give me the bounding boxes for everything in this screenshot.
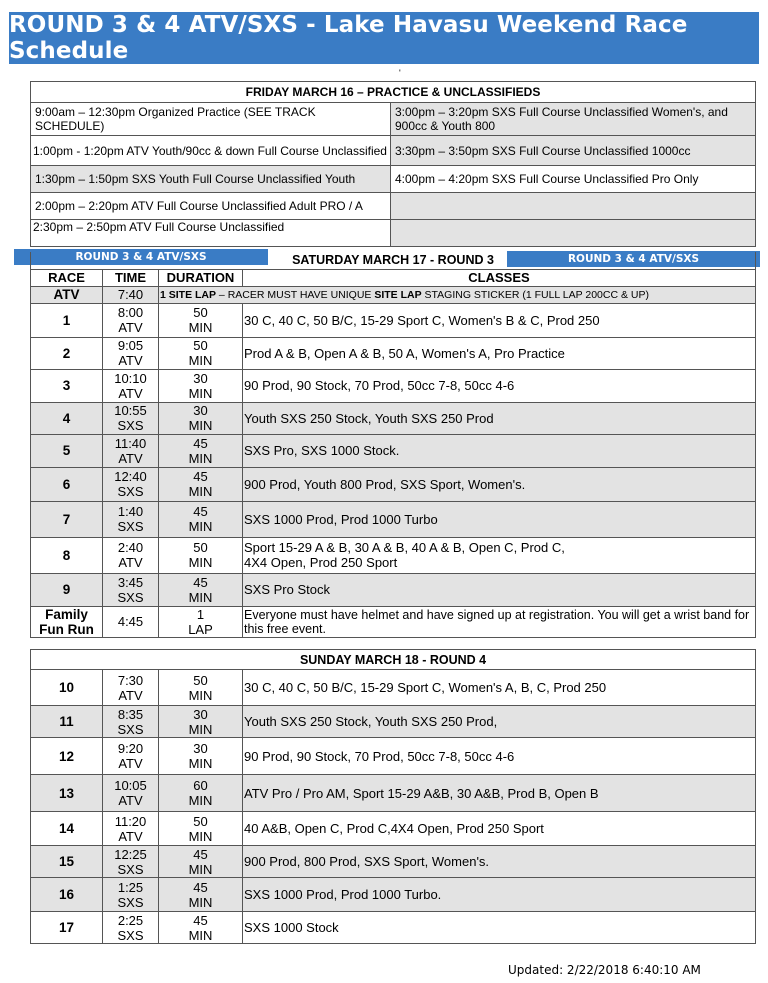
duration-unit: MIN bbox=[188, 418, 213, 433]
duration-value: 45 bbox=[193, 912, 208, 928]
race-duration bbox=[159, 606, 243, 637]
time-value: 12:40 bbox=[114, 469, 147, 484]
saturday-table bbox=[30, 252, 756, 638]
race-duration bbox=[159, 670, 243, 706]
race-row bbox=[31, 912, 756, 944]
sunday-table bbox=[30, 649, 756, 944]
race-classes bbox=[243, 369, 756, 402]
classes-text: Sport 15-29 A & B, 30 A & B, 40 A & B, Open C, Prod C, bbox=[244, 540, 565, 555]
race-duration bbox=[159, 501, 243, 537]
classes-text: ATV Pro / Pro AM, Sport 15-29 A&B, 30 A&B, Prod B, Open B bbox=[244, 785, 599, 801]
race-time bbox=[103, 337, 159, 369]
time-value: 11:40 bbox=[114, 435, 147, 451]
fun-run-label1: Family bbox=[45, 606, 88, 622]
duration-value: 50 bbox=[193, 338, 208, 353]
race-time bbox=[103, 537, 159, 573]
col-duration: DURATION bbox=[159, 269, 243, 286]
duration-value: 30 bbox=[193, 706, 208, 722]
vehicle-type: ATV bbox=[118, 793, 143, 808]
race-number: 14 bbox=[31, 812, 103, 846]
classes-text: SXS 1000 Stock bbox=[244, 920, 339, 935]
duration-value: 60 bbox=[193, 778, 208, 793]
duration-unit: MIN bbox=[188, 756, 213, 771]
race-duration bbox=[159, 537, 243, 573]
race-number: 16 bbox=[31, 878, 103, 912]
race-row bbox=[31, 303, 756, 337]
classes-text: 900 Prod, 800 Prod, SXS Sport, Women's. bbox=[244, 854, 490, 869]
duration-unit: MIN bbox=[188, 861, 213, 877]
time-value: 8:00 bbox=[117, 305, 144, 320]
race-time bbox=[103, 501, 159, 537]
race-time bbox=[103, 573, 159, 606]
race-classes bbox=[243, 846, 756, 878]
vehicle-type: SXS bbox=[117, 484, 144, 499]
race-time: 7:40 bbox=[103, 286, 159, 303]
race-row bbox=[31, 573, 756, 606]
race-number: 5 bbox=[31, 434, 103, 467]
duration-unit: MIN bbox=[188, 484, 213, 499]
time-value: 3:45 bbox=[117, 574, 144, 590]
duration-value: 50 bbox=[193, 305, 208, 320]
classes-text: Prod A & B, Open A & B, 50 A, Women's A, Pro Practice bbox=[244, 345, 565, 361]
friday-heading: FRIDAY MARCH 16 – PRACTICE & UNCLASSIFIEDS bbox=[31, 82, 756, 103]
vehicle-type: SXS bbox=[117, 418, 144, 433]
classes-text: 30 C, 40 C, 50 B/C, 15-29 Sport C, Women's B & C, Prod 250 bbox=[244, 312, 600, 328]
duration-unit: MIN bbox=[188, 450, 213, 466]
race-time bbox=[103, 775, 159, 812]
fun-run-label2: Fun Run bbox=[39, 621, 94, 637]
duration-value: 50 bbox=[193, 813, 208, 829]
friday-table bbox=[30, 81, 756, 247]
vehicle-type: ATV bbox=[118, 320, 143, 335]
classes-text: SXS 1000 Prod, Prod 1000 Turbo. bbox=[244, 887, 442, 902]
classes-text: 40 A&B, Open C, Prod C,4X4 Open, Prod 250 Sport bbox=[244, 821, 544, 836]
round-tab-left: ROUND 3 & 4 ATV/SXS bbox=[14, 249, 268, 265]
race-classes bbox=[243, 912, 756, 944]
race-classes bbox=[243, 878, 756, 912]
duration-value: 45 bbox=[193, 574, 208, 590]
race-duration bbox=[159, 573, 243, 606]
race-number: 15 bbox=[31, 846, 103, 878]
classes-text: 900 Prod, Youth 800 Prod, SXS Sport, Women's. bbox=[244, 476, 526, 492]
time-value: 10:55 bbox=[114, 403, 147, 418]
duration-value: 50 bbox=[193, 540, 208, 555]
friday-slot: 9:00am – 12:30pm Organized Practice (SEE TRACK SCHEDULE) bbox=[31, 103, 391, 136]
race-duration bbox=[159, 337, 243, 369]
race-row bbox=[31, 501, 756, 537]
duration-unit: MIN bbox=[188, 589, 213, 605]
race-number bbox=[31, 606, 103, 637]
classes-text: SXS 1000 Prod, Prod 1000 Turbo bbox=[244, 511, 438, 527]
sunday-heading: SUNDAY MARCH 18 - ROUND 4 bbox=[31, 650, 756, 670]
duration-value: 45 bbox=[193, 469, 208, 484]
site-lap-lead: 1 SITE LAP bbox=[160, 288, 217, 301]
race-number: 1 bbox=[31, 303, 103, 337]
classes-text: SXS Pro Stock bbox=[244, 582, 330, 597]
race-classes bbox=[243, 812, 756, 846]
race-number: 6 bbox=[31, 467, 103, 501]
duration-unit: MIN bbox=[188, 385, 213, 401]
friday-slot: 2:00pm – 2:20pm ATV Full Course Unclassified Adult PRO / A bbox=[31, 193, 391, 220]
duration-unit: MIN bbox=[188, 519, 213, 534]
friday-slot: 1:00pm - 1:20pm ATV Youth/90cc & down Full Course Unclassified bbox=[31, 136, 391, 166]
race-time bbox=[103, 467, 159, 501]
time-value: 7:30 bbox=[117, 672, 144, 688]
race-time bbox=[103, 670, 159, 706]
race-row bbox=[31, 812, 756, 846]
col-race: RACE bbox=[31, 269, 103, 286]
race-row bbox=[31, 846, 756, 878]
duration-value: 45 bbox=[193, 846, 208, 862]
time-value: 10:10 bbox=[114, 370, 147, 386]
time-value: 9:20 bbox=[117, 741, 144, 756]
race-time bbox=[103, 812, 159, 846]
race-time: 4:45 bbox=[103, 606, 159, 637]
duration-unit: MIN bbox=[188, 793, 213, 808]
col-classes: CLASSES bbox=[243, 269, 756, 286]
page-title: ROUND 3 & 4 ATV/SXS - Lake Havasu Weekend Race Schedule bbox=[9, 12, 759, 64]
race-classes bbox=[243, 706, 756, 738]
race-row bbox=[31, 402, 756, 434]
saturday-heading-text: SATURDAY MARCH 17 - ROUND 3 bbox=[292, 253, 494, 268]
classes-text: 90 Prod, 90 Stock, 70 Prod, 50cc 7-8, 50cc 4-6 bbox=[244, 378, 515, 393]
race-classes bbox=[243, 537, 756, 573]
classes-text: 90 Prod, 90 Stock, 70 Prod, 50cc 7-8, 50cc 4-6 bbox=[244, 748, 515, 764]
race-row bbox=[31, 878, 756, 912]
race-duration bbox=[159, 706, 243, 738]
race-duration bbox=[159, 467, 243, 501]
time-value: 1:25 bbox=[117, 879, 144, 895]
race-number: 8 bbox=[31, 537, 103, 573]
time-value: 9:05 bbox=[117, 338, 144, 353]
duration-value: 45 bbox=[193, 879, 208, 895]
race-classes bbox=[243, 303, 756, 337]
race-row bbox=[31, 369, 756, 402]
race-classes bbox=[243, 467, 756, 501]
race-time bbox=[103, 738, 159, 775]
race-number: 13 bbox=[31, 775, 103, 812]
race-time bbox=[103, 912, 159, 944]
race-time bbox=[103, 434, 159, 467]
friday-slot: 3:00pm – 3:20pm SXS Full Course Unclassified Women's, and 900cc & Youth 800 bbox=[391, 103, 756, 136]
race-time bbox=[103, 878, 159, 912]
race-classes bbox=[243, 501, 756, 537]
race-row bbox=[31, 434, 756, 467]
site-lap-text2: STAGING STICKER (1 FULL LAP 200CC & UP) bbox=[421, 288, 649, 301]
classes-text: Youth SXS 250 Stock, Youth SXS 250 Prod bbox=[244, 410, 494, 426]
vehicle-type: SXS bbox=[117, 519, 144, 534]
vehicle-type: ATV bbox=[118, 828, 143, 844]
round-tab-right: ROUND 3 & 4 ATV/SXS bbox=[507, 251, 760, 267]
race-classes bbox=[243, 434, 756, 467]
race-duration bbox=[159, 402, 243, 434]
race-number: 17 bbox=[31, 912, 103, 944]
race-number: 12 bbox=[31, 738, 103, 775]
race-time bbox=[103, 846, 159, 878]
vehicle-type: ATV bbox=[118, 450, 143, 466]
duration-unit: MIN bbox=[188, 828, 213, 844]
duration-unit: MIN bbox=[188, 927, 213, 943]
friday-slot bbox=[391, 193, 756, 220]
race-duration bbox=[159, 775, 243, 812]
friday-slot: 1:30pm – 1:50pm SXS Youth Full Course Unclassified Youth bbox=[31, 166, 391, 193]
race-classes bbox=[243, 573, 756, 606]
race-classes bbox=[243, 775, 756, 812]
stray-mark: ' bbox=[399, 68, 401, 78]
race-number: 4 bbox=[31, 402, 103, 434]
duration-value: 30 bbox=[193, 741, 208, 756]
race-classes: Everyone must have helmet and have signed up at registration. You will get a wrist band for this free event. bbox=[243, 606, 756, 637]
time-value: 12:25 bbox=[114, 846, 147, 862]
race-row bbox=[31, 337, 756, 369]
race-row bbox=[31, 738, 756, 775]
site-lap-note bbox=[159, 286, 756, 303]
race-duration bbox=[159, 846, 243, 878]
friday-slot: 2:30pm – 2:50pm ATV Full Course Unclassified bbox=[31, 220, 391, 247]
vehicle-type: SXS bbox=[117, 894, 144, 910]
classes-text: 4X4 Open, Prod 250 Sport bbox=[244, 555, 398, 570]
duration-unit: MIN bbox=[188, 721, 213, 737]
saturday-heading bbox=[31, 252, 756, 269]
race-number: 2 bbox=[31, 337, 103, 369]
vehicle-type: SXS bbox=[117, 927, 144, 943]
duration-unit: MIN bbox=[188, 687, 213, 703]
duration-unit: MIN bbox=[188, 894, 213, 910]
race-time bbox=[103, 303, 159, 337]
race-row bbox=[31, 537, 756, 573]
vehicle-type: ATV bbox=[118, 756, 143, 771]
duration-value: 45 bbox=[193, 435, 208, 451]
race-time bbox=[103, 706, 159, 738]
duration-value: 45 bbox=[193, 504, 208, 519]
race-duration bbox=[159, 434, 243, 467]
race-number: 10 bbox=[31, 670, 103, 706]
race-duration bbox=[159, 738, 243, 775]
race-classes bbox=[243, 670, 756, 706]
site-lap-bold: SITE LAP bbox=[374, 288, 422, 301]
race-row bbox=[31, 775, 756, 812]
vehicle-type: SXS bbox=[117, 721, 144, 737]
race-row bbox=[31, 467, 756, 501]
duration-unit: MIN bbox=[188, 555, 213, 570]
vehicle-type: SXS bbox=[117, 589, 144, 605]
race-row bbox=[31, 670, 756, 706]
race-duration bbox=[159, 912, 243, 944]
time-value: 11:20 bbox=[114, 813, 147, 829]
col-time: TIME bbox=[103, 269, 159, 286]
classes-text: 30 C, 40 C, 50 B/C, 15-29 Sport C, Women's A, B, C, Prod 250 bbox=[244, 680, 607, 695]
vehicle-type: ATV bbox=[118, 385, 143, 401]
time-value: 8:35 bbox=[117, 706, 144, 722]
friday-slot: 3:30pm – 3:50pm SXS Full Course Unclassified 1000cc bbox=[391, 136, 756, 166]
vehicle-type: ATV bbox=[118, 555, 143, 570]
classes-text: SXS Pro, SXS 1000 Stock. bbox=[244, 443, 400, 458]
race-time bbox=[103, 369, 159, 402]
friday-slot: 4:00pm – 4:20pm SXS Full Course Unclassified Pro Only bbox=[391, 166, 756, 193]
duration-value: 1 bbox=[196, 606, 205, 622]
race-number: 7 bbox=[31, 501, 103, 537]
time-value: 1:40 bbox=[117, 504, 144, 519]
classes-text: Youth SXS 250 Stock, Youth SXS 250 Prod, bbox=[244, 714, 498, 729]
race-duration bbox=[159, 303, 243, 337]
vehicle-type: ATV bbox=[118, 687, 143, 703]
vehicle-type: SXS bbox=[117, 861, 144, 877]
duration-value: 30 bbox=[193, 370, 208, 386]
race-classes bbox=[243, 738, 756, 775]
duration-unit: MIN bbox=[188, 353, 213, 368]
time-value: 10:05 bbox=[114, 778, 147, 793]
duration-value: 30 bbox=[193, 403, 208, 418]
race-classes bbox=[243, 402, 756, 434]
race-number: ATV bbox=[31, 286, 103, 303]
race-row bbox=[31, 706, 756, 738]
duration-value: 50 bbox=[193, 672, 208, 688]
race-number: 9 bbox=[31, 573, 103, 606]
race-number: 11 bbox=[31, 706, 103, 738]
site-lap-text1: – RACER MUST HAVE UNIQUE bbox=[216, 288, 375, 301]
race-duration bbox=[159, 369, 243, 402]
duration-unit: MIN bbox=[188, 320, 213, 335]
time-value: 2:40 bbox=[117, 540, 144, 555]
updated-timestamp: Updated: 2/22/2018 6:40:10 AM bbox=[508, 963, 701, 977]
race-time bbox=[103, 402, 159, 434]
vehicle-type: ATV bbox=[118, 353, 143, 368]
race-number: 3 bbox=[31, 369, 103, 402]
race-classes bbox=[243, 337, 756, 369]
friday-slot bbox=[391, 220, 756, 247]
time-value: 2:25 bbox=[117, 912, 144, 928]
race-duration bbox=[159, 878, 243, 912]
race-duration bbox=[159, 812, 243, 846]
duration-unit: LAP bbox=[188, 621, 213, 637]
